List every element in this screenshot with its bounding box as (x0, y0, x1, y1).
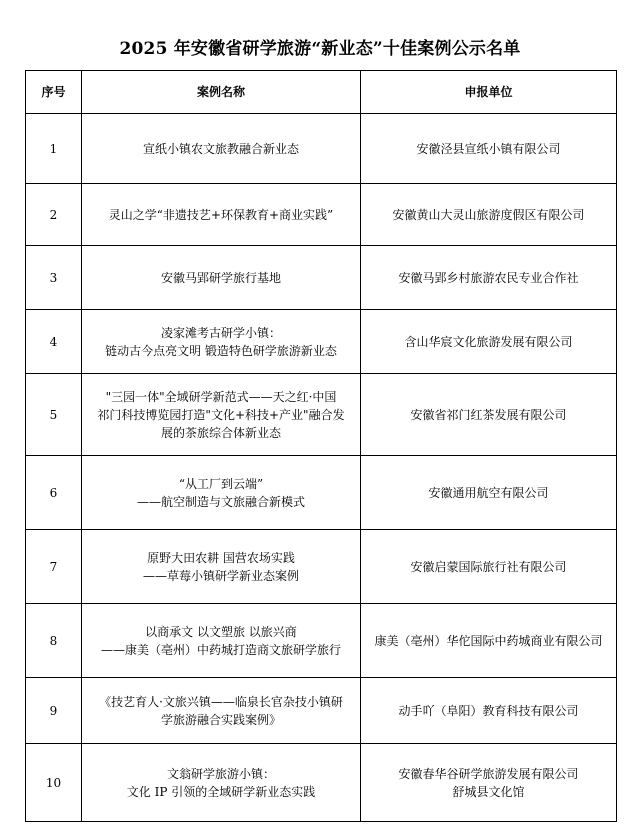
row-unit: 安徽黄山大灵山旅游度假区有限公司 (361, 184, 617, 246)
row-case-name: 安徽马郢研学旅行基地 (82, 246, 361, 310)
table-row (26, 456, 617, 530)
row-number: 8 (26, 604, 82, 678)
row-unit: 康美（亳州）华佗国际中药城商业有限公司 (361, 604, 617, 678)
row-number: 2 (26, 184, 82, 246)
table-row (26, 604, 617, 678)
header-number: 序号 (26, 71, 82, 114)
row-unit: 安徽泾县宣纸小镇有限公司 (361, 114, 617, 184)
row-unit: 安徽春华谷研学旅游发展有限公司 舒城县文化馆 (361, 744, 617, 822)
row-number: 1 (26, 114, 82, 184)
row-number: 4 (26, 310, 82, 374)
row-case-name: 《技艺育人·文旅兴镇——临泉长官杂技小镇研 学旅游融合实践案例》 (82, 678, 361, 744)
row-unit: 含山华宸文化旅游发展有限公司 (361, 310, 617, 374)
case-list-table (25, 70, 617, 822)
row-unit: 安徽马郢乡村旅游农民专业合作社 (361, 246, 617, 310)
row-number: 3 (26, 246, 82, 310)
row-case-name: 宣纸小镇农文旅教融合新业态 (82, 114, 361, 184)
table-row (26, 246, 617, 310)
row-number: 7 (26, 530, 82, 604)
row-case-name: 灵山之学“非遗技艺+环保教育+商业实践” (82, 184, 361, 246)
row-case-name: 原野大田农耕 国营农场实践 ——草莓小镇研学新业态案例 (82, 530, 361, 604)
table-row (26, 530, 617, 604)
table-row (26, 310, 617, 374)
table-row (26, 184, 617, 246)
row-case-name: 以商承文 以文塑旅 以旅兴商 ——康美（亳州）中药城打造商文旅研学旅行 (82, 604, 361, 678)
row-number: 6 (26, 456, 82, 530)
row-unit: 安徽通用航空有限公司 (361, 456, 617, 530)
row-number: 9 (26, 678, 82, 744)
header-unit: 申报单位 (361, 71, 617, 114)
table-row (26, 744, 617, 822)
table-header-row (26, 71, 617, 114)
row-unit: 动手吖（阜阳）教育科技有限公司 (361, 678, 617, 744)
row-case-name: "三园一体"全域研学新范式——天之红·中国 祁门科技博览园打造"文化+科技+产业"融合发 展的茶旅综合体新业态 (82, 374, 361, 456)
row-case-name: 凌家滩考古研学小镇： 链动古今点亮文明 锻造特色研学旅游新业态 (82, 310, 361, 374)
row-case-name: 文翁研学旅游小镇： 文化 IP 引领的全域研学新业态实践 (82, 744, 361, 822)
row-unit: 安徽省祁门红茶发展有限公司 (361, 374, 617, 456)
row-unit: 安徽启蒙国际旅行社有限公司 (361, 530, 617, 604)
table-row (26, 678, 617, 744)
header-case-name: 案例名称 (82, 71, 361, 114)
table-row (26, 114, 617, 184)
table-row (26, 374, 617, 456)
row-number: 5 (26, 374, 82, 456)
row-case-name: “从工厂到云端” ——航空制造与文旅融合新模式 (82, 456, 361, 530)
page-title: 2025 年安徽省研学旅游“新业态”十佳案例公示名单 (119, 39, 521, 59)
row-number: 10 (26, 744, 82, 822)
